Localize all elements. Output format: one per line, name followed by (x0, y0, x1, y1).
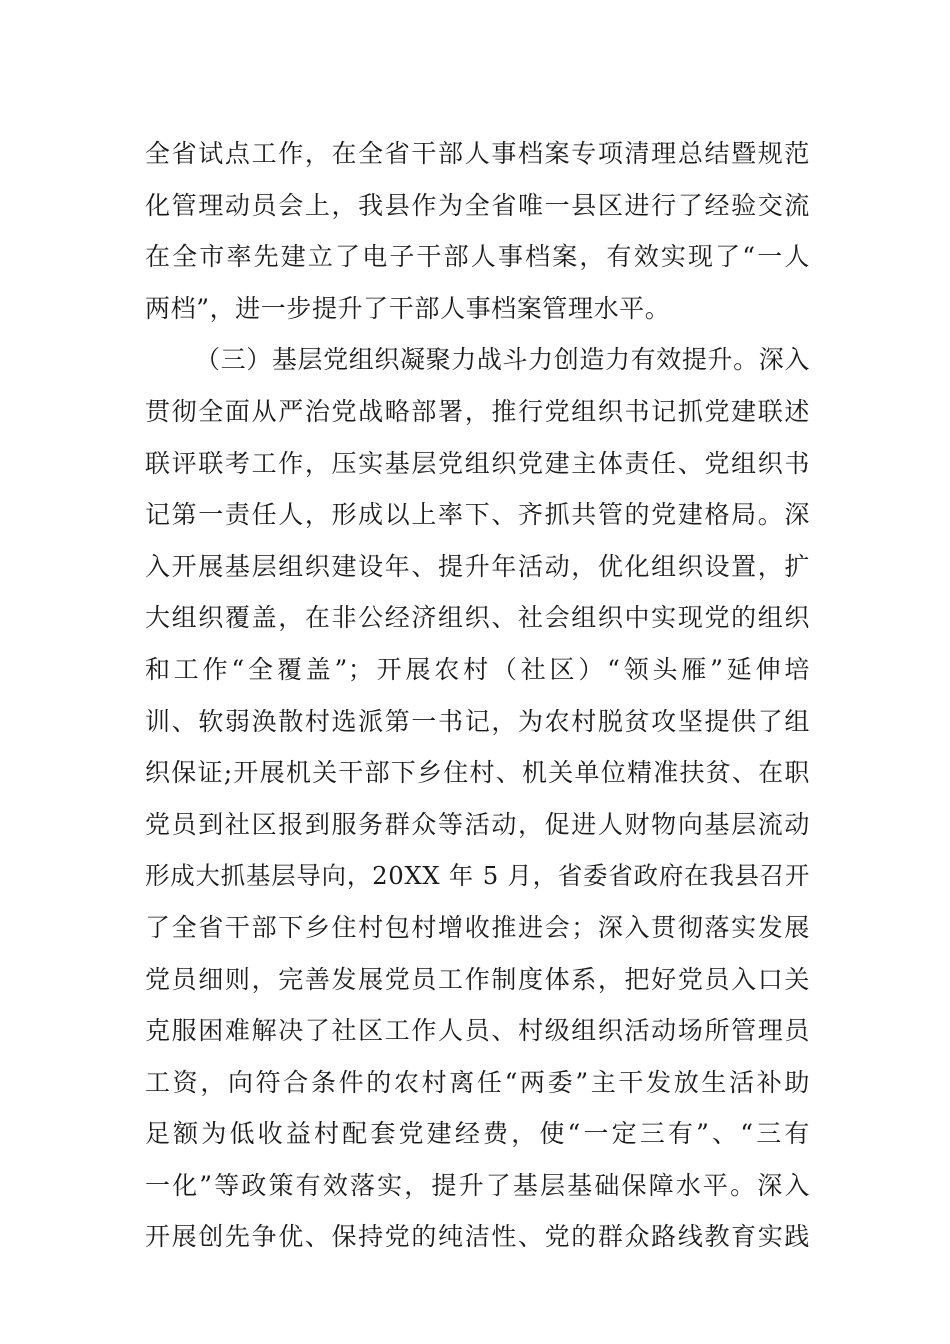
text-line: 党员细则，完善发展党员工作制度体系，把好党员入口关 (145, 964, 810, 994)
text-line: 克服困难解决了社区工作人员、村级组织活动场所管理员 (145, 1016, 810, 1046)
text-line: 联评联考工作，压实基层党组织党建主体责任、党组织书 (145, 448, 810, 478)
text-line: 全省试点工作，在全省干部人事档案专项清理总结暨规范 (145, 139, 810, 168)
text-line: 形成大抓基层导向，20XX 年 5 月，省委省政府在我县召开 (145, 861, 810, 891)
text-line: 足额为低收益村配套党建经费，使“一定三有”、“三有 (145, 1119, 810, 1149)
text-line: 织保证;开展机关干部下乡住村、机关单位精准扶贫、在职 (145, 758, 810, 788)
text-line: 训、软弱涣散村选派第一书记，为农村脱贫攻坚提供了组 (145, 706, 810, 736)
text-line: 一化”等政策有效落实，提升了基层基础保障水平。深入 (145, 1170, 810, 1200)
text-line: 两档”，进一步提升了干部人事档案管理水平。 (145, 293, 671, 323)
text-line: 在全市率先建立了电子干部人事档案，有效实现了“一人 (145, 242, 810, 272)
text-line: 和工作“全覆盖”；开展农村（社区）“领头雁”延伸培 (145, 654, 810, 684)
text-line: 化管理动员会上，我县作为全省唯一县区进行了经验交流 (145, 190, 810, 220)
text-line: 入开展基层组织建设年、提升年活动，优化组织设置，扩 (145, 551, 810, 581)
text-line: 了全省干部下乡住村包村增收推进会；深入贯彻落实发展 (145, 912, 810, 942)
text-line: 大组织覆盖，在非公经济组织、社会组织中实现党的组织 (145, 603, 810, 633)
text-line: 记第一责任人，形成以上率下、齐抓共管的党建格局。深 (145, 500, 810, 530)
text-line: 党员到社区报到服务群众等活动，促进人财物向基层流动 (145, 809, 810, 839)
body-text (145, 128, 810, 1263)
text-line: 工资，向符合条件的农村离任“两委”主干发放生活补助 (145, 1067, 810, 1097)
text-line: 贯彻全面从严治党战略部署，推行党组织书记抓党建联述 (145, 396, 810, 426)
text-line: 开展创先争优、保持党的纯洁性、党的群众路线教育实践 (145, 1222, 810, 1252)
text-line: （三）基层党组织凝聚力战斗力创造力有效提升。深入 (195, 345, 810, 375)
